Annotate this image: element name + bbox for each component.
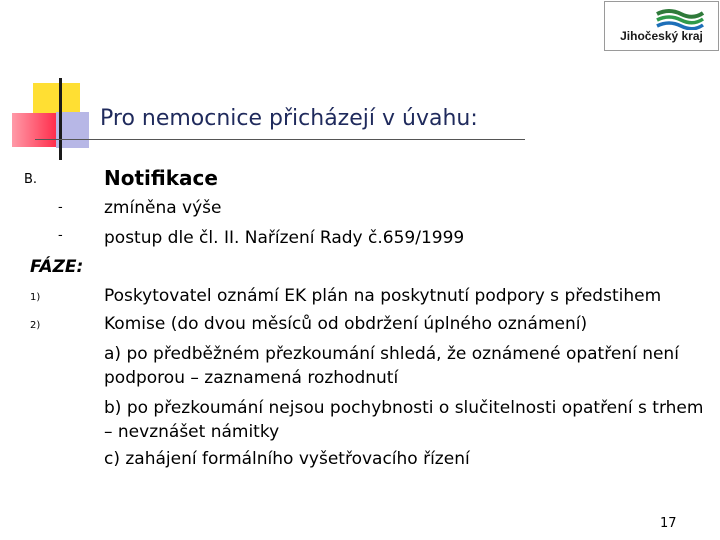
bullet-text: zmíněna výše <box>104 198 222 218</box>
bullet-dash: - <box>58 200 63 215</box>
title-underline <box>35 139 525 140</box>
list-number: 1) <box>30 292 41 303</box>
page-number: 17 <box>660 516 677 531</box>
sub-item: b) po přezkoumání nejsou pochybnosti o slučitelnosti opatření s trhem – nevznášet námitky <box>104 398 704 442</box>
sub-item: c) zahájení formálního vyšetřovacího řízení <box>104 449 470 469</box>
decor-red-square <box>12 113 56 147</box>
decor-vertical-line <box>59 78 62 160</box>
list-number: 2) <box>30 320 41 331</box>
logo <box>604 1 719 51</box>
list-item: Komise (do dvou měsíců od obdržení úplného oznámení) <box>104 314 588 334</box>
section-marker: B. <box>24 172 38 187</box>
slide-title: Pro nemocnice přicházejí v úvahu: <box>100 106 478 131</box>
logo-waves-icon <box>655 8 705 30</box>
phases-heading: FÁZE: <box>30 257 84 277</box>
bullet-text: postup dle čl. II. Nařízení Rady č.659/1999 <box>104 228 465 248</box>
sub-item: a) po předběžném přezkoumání shledá, že oznámené opatření není podporou – zaznamená rozhodnutí <box>104 344 679 388</box>
bullet-dash: - <box>58 228 63 243</box>
list-item: Poskytovatel oznámí EK plán na poskytnutí podpory s předstihem <box>104 286 662 306</box>
section-heading: Notifikace <box>104 166 218 190</box>
logo-text: Jihočeský kraj <box>620 29 703 43</box>
